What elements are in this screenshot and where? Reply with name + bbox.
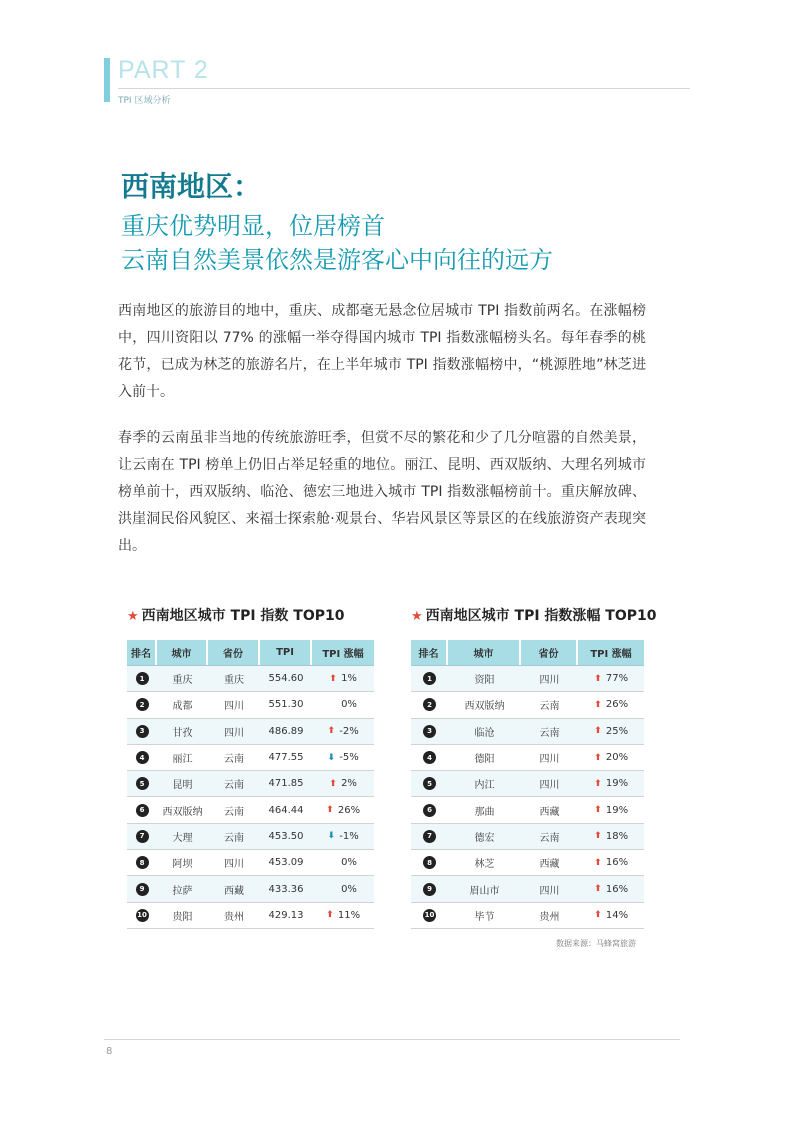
rank-badge: 7 — [423, 830, 436, 843]
table-row — [127, 745, 374, 771]
change-text: 2% — [341, 778, 357, 790]
change-value — [326, 910, 360, 921]
rank-badge: 3 — [136, 725, 149, 738]
change-cell — [312, 719, 374, 744]
table-row — [411, 824, 644, 850]
province-cell: 四川 — [224, 727, 244, 739]
table-row — [411, 719, 644, 745]
tpi-growth-table — [411, 640, 644, 929]
city-cell: 阿坝 — [172, 859, 193, 871]
arrow-up-icon: ⬆ — [594, 884, 602, 895]
change-value — [594, 673, 628, 684]
tpi-cell: 551.30 — [268, 699, 304, 711]
province-cell: 贵州 — [539, 911, 560, 923]
city-cell: 毕节 — [474, 911, 495, 923]
rank-cell — [411, 719, 448, 744]
rank-badge: 7 — [136, 830, 149, 843]
rank-cell — [127, 745, 157, 770]
change-text: 25% — [605, 725, 629, 737]
change-cell — [578, 903, 644, 928]
change-cell — [312, 771, 374, 796]
change-text: 19% — [605, 804, 629, 816]
rank-cell — [411, 771, 448, 796]
tpi-cell: 453.09 — [268, 857, 304, 869]
arrow-up-icon: ⬆ — [594, 805, 602, 816]
change-cell — [578, 876, 644, 901]
change-value — [326, 805, 360, 816]
rank-cell — [411, 745, 448, 770]
rank-badge: 1 — [136, 672, 149, 685]
change-value — [594, 726, 628, 737]
change-text: 11% — [337, 909, 361, 921]
province-cell: 重庆 — [224, 675, 244, 687]
province-cell: 云南 — [224, 754, 244, 766]
city-cell: 临沧 — [474, 727, 495, 739]
table-row — [411, 903, 644, 929]
no-change-icon — [329, 884, 337, 894]
col-tpi: TPI — [260, 640, 312, 665]
rank-cell — [411, 824, 448, 849]
rank-cell — [411, 876, 448, 901]
change-value — [594, 805, 628, 816]
part-subtitle: TPI 区域分析 — [118, 96, 171, 106]
rank-badge: 6 — [423, 804, 436, 817]
province-cell: 云南 — [224, 806, 244, 818]
change-value — [594, 699, 628, 710]
arrow-up-icon: ⬆ — [594, 699, 602, 710]
change-cell — [312, 876, 374, 901]
province-cell: 云南 — [224, 780, 244, 792]
rank-cell — [127, 719, 157, 744]
city-cell: 内江 — [474, 780, 495, 792]
rank-cell — [411, 692, 448, 717]
change-cell — [312, 824, 374, 849]
col-city: 城市 — [157, 640, 208, 665]
change-value — [594, 778, 628, 789]
rank-badge: 8 — [136, 856, 149, 869]
city-cell: 德宏 — [474, 832, 495, 844]
change-cell — [578, 771, 644, 796]
change-cell — [578, 850, 644, 875]
rank-cell — [411, 666, 448, 691]
change-value — [594, 857, 628, 868]
rank-badge: 3 — [423, 725, 436, 738]
change-text: 0% — [341, 883, 357, 895]
col-city: 城市 — [448, 640, 521, 665]
headline-title: 西南地区： — [121, 170, 262, 203]
rank-badge: 6 — [136, 804, 149, 817]
change-cell — [312, 797, 374, 822]
rank-cell — [127, 771, 157, 796]
city-cell: 成都 — [172, 701, 193, 713]
change-value — [594, 910, 628, 921]
change-cell — [578, 824, 644, 849]
rank-badge: 10 — [423, 909, 436, 922]
table-row — [411, 666, 644, 692]
no-change-icon — [329, 700, 337, 710]
table2-title — [411, 605, 657, 625]
rank-cell — [411, 850, 448, 875]
province-cell: 四川 — [539, 780, 560, 792]
col-change: TPI 涨幅 — [322, 649, 364, 660]
change-value — [329, 884, 357, 895]
col-rank: 排名 — [127, 640, 157, 665]
rank-badge: 4 — [136, 751, 149, 764]
part-title: PART 2 — [118, 56, 209, 84]
change-value — [327, 726, 358, 737]
col-change: TPI 涨幅 — [590, 649, 632, 660]
table-header — [411, 640, 644, 666]
change-text: -2% — [339, 725, 359, 737]
arrow-up-icon: ⬆ — [329, 673, 337, 684]
table-row — [411, 876, 644, 902]
rank-cell — [127, 903, 157, 928]
rank-badge: 9 — [136, 883, 149, 896]
city-cell: 眉山市 — [469, 885, 500, 897]
change-text: 16% — [605, 857, 629, 869]
table-row — [127, 692, 374, 718]
table-row — [127, 876, 374, 902]
rank-cell — [127, 692, 157, 717]
province-cell: 四川 — [539, 885, 560, 897]
change-text: 14% — [605, 909, 629, 921]
province-cell: 四川 — [539, 754, 560, 766]
change-cell — [578, 797, 644, 822]
headline-sub-1: 重庆优势明显，位居榜首 — [121, 212, 385, 240]
change-text: -5% — [339, 752, 359, 764]
page-number: 8 — [106, 1046, 113, 1057]
star-icon: ★ — [411, 609, 423, 624]
province-cell: 四川 — [224, 859, 244, 871]
table2-title-text: 西南地区城市 TPI 指数涨幅 TOP10 — [425, 608, 657, 624]
tpi-cell: 486.89 — [268, 725, 304, 737]
table-row — [127, 719, 374, 745]
change-text: 16% — [605, 883, 629, 895]
arrow-up-icon: ⬆ — [594, 673, 602, 684]
table-row — [411, 692, 644, 718]
table-row — [127, 903, 374, 929]
change-cell — [578, 692, 644, 717]
province-cell: 西藏 — [224, 885, 244, 897]
change-value — [327, 831, 358, 842]
arrow-up-icon: ⬆ — [594, 778, 602, 789]
table-row — [127, 850, 374, 876]
change-cell — [312, 850, 374, 875]
col-province: 省份 — [521, 640, 578, 665]
province-cell: 西藏 — [539, 859, 560, 871]
change-text: 18% — [605, 830, 629, 842]
rank-cell — [411, 797, 448, 822]
city-cell: 大理 — [172, 832, 193, 844]
no-change-icon — [329, 858, 337, 868]
change-value — [329, 673, 357, 684]
change-value — [594, 831, 628, 842]
province-cell: 四川 — [224, 701, 244, 713]
rank-cell — [127, 824, 157, 849]
change-cell — [312, 692, 374, 717]
table-row — [411, 771, 644, 797]
rank-cell — [127, 666, 157, 691]
table-row — [127, 666, 374, 692]
change-value — [594, 752, 628, 763]
change-value — [329, 857, 357, 868]
change-text: 0% — [341, 857, 357, 869]
city-cell: 资阳 — [474, 675, 495, 687]
rank-badge: 2 — [136, 698, 149, 711]
body-paragraph-2: 春季的云南虽非当地的传统旅游旺季，但赏不尽的繁花和少了几分喧嚣的自然美景，让云南在 TPI 榜单上仍旧占举足轻重的地位。丽江、昆明、西双版纳、大理名列城市榜单前十，西双版纳、临沧、德宏三地进入城市 TPI 指数涨幅榜前十。重庆解放碑、洪崖洞民俗风貌区、来福士探索舱·观景台、华岩风景区等景区的在线旅游资产表现突出。 — [118, 430, 646, 554]
province-cell: 贵州 — [224, 911, 244, 923]
rank-cell — [411, 903, 448, 928]
city-cell: 那曲 — [474, 806, 495, 818]
arrow-down-icon: ⬇ — [327, 831, 336, 842]
change-value — [594, 884, 628, 895]
rank-badge: 2 — [423, 698, 436, 711]
table-row — [411, 850, 644, 876]
col-rank: 排名 — [411, 640, 448, 665]
rank-cell — [127, 850, 157, 875]
arrow-up-icon: ⬆ — [594, 910, 602, 921]
city-cell: 昆明 — [172, 780, 193, 792]
change-text: 19% — [605, 778, 629, 790]
change-value — [329, 778, 357, 789]
table-row — [127, 824, 374, 850]
table-row — [411, 797, 644, 823]
arrow-down-icon: ⬇ — [327, 752, 336, 763]
footer-divider — [104, 1039, 680, 1040]
arrow-up-icon: ⬆ — [329, 778, 337, 789]
table1-title-text: 西南地区城市 TPI 指数 TOP10 — [141, 608, 345, 624]
change-text: 26% — [337, 804, 361, 816]
arrow-up-icon: ⬆ — [327, 726, 336, 737]
table-body — [127, 666, 374, 929]
province-cell: 云南 — [539, 701, 560, 713]
rank-badge: 8 — [423, 856, 436, 869]
change-cell — [578, 745, 644, 770]
city-cell: 拉萨 — [172, 885, 193, 897]
change-text: -1% — [339, 830, 359, 842]
table-body — [411, 666, 644, 929]
rank-badge: 9 — [423, 883, 436, 896]
rank-cell — [127, 876, 157, 901]
city-cell: 丽江 — [172, 754, 193, 766]
header-divider — [118, 88, 690, 89]
province-cell: 西藏 — [539, 806, 560, 818]
change-text: 77% — [605, 673, 629, 685]
body-paragraph-1: 西南地区的旅游目的地中，重庆、成都毫无悬念位居城市 TPI 指数前两名。在涨幅榜中，四川资阳以 77% 的涨幅一举夺得国内城市 TPI 指数涨幅榜头名。每年春季的桃花节，已成为林芝的旅游名片，在上半年城市 TPI 指数涨幅榜中，“桃源胜地”林芝进入前十。 — [118, 303, 646, 400]
change-text: 20% — [605, 752, 629, 764]
rank-badge: 5 — [136, 777, 149, 790]
tpi-cell: 433.36 — [268, 883, 304, 895]
tpi-index-table — [127, 640, 374, 929]
change-cell — [578, 666, 644, 691]
province-cell: 云南 — [224, 832, 244, 844]
data-source: 数据来源：马蜂窝旅游 — [556, 939, 636, 948]
change-text: 1% — [341, 673, 357, 685]
table-row — [127, 771, 374, 797]
arrow-up-icon: ⬆ — [594, 726, 602, 737]
table-row — [411, 745, 644, 771]
tpi-cell: 554.60 — [268, 673, 304, 685]
rank-badge: 1 — [423, 672, 436, 685]
change-text: 0% — [341, 699, 357, 711]
table-header — [127, 640, 374, 666]
arrow-up-icon: ⬆ — [326, 910, 334, 921]
rank-badge: 5 — [423, 777, 436, 790]
headline-sub-2: 云南自然美景依然是游客心中向往的远方 — [121, 246, 553, 274]
arrow-up-icon: ⬆ — [594, 752, 602, 763]
change-cell — [312, 666, 374, 691]
table1-title — [127, 605, 345, 625]
change-value — [329, 699, 357, 710]
tpi-cell: 471.85 — [268, 778, 304, 790]
arrow-up-icon: ⬆ — [326, 805, 334, 816]
change-text: 26% — [605, 699, 629, 711]
arrow-up-icon: ⬆ — [594, 831, 602, 842]
city-cell: 德阳 — [474, 754, 495, 766]
arrow-up-icon: ⬆ — [594, 857, 602, 868]
province-cell: 云南 — [539, 832, 560, 844]
change-value — [327, 752, 358, 763]
header-accent-bar — [104, 58, 110, 102]
tpi-cell: 453.50 — [268, 830, 304, 842]
city-cell: 林芝 — [474, 859, 495, 871]
city-cell: 重庆 — [172, 675, 193, 687]
rank-badge: 10 — [136, 909, 149, 922]
province-cell: 四川 — [539, 675, 560, 687]
tpi-cell: 477.55 — [268, 752, 304, 764]
city-cell: 西双版纳 — [162, 806, 203, 818]
table-row — [127, 797, 374, 823]
col-province: 省份 — [208, 640, 260, 665]
change-cell — [312, 903, 374, 928]
star-icon: ★ — [127, 609, 139, 624]
change-cell — [312, 745, 374, 770]
rank-badge: 4 — [423, 751, 436, 764]
city-cell: 甘孜 — [172, 727, 193, 739]
province-cell: 云南 — [539, 727, 560, 739]
city-cell: 西双版纳 — [464, 701, 505, 713]
rank-cell — [127, 797, 157, 822]
tpi-cell: 464.44 — [268, 804, 304, 816]
city-cell: 贵阳 — [172, 911, 193, 923]
change-cell — [578, 719, 644, 744]
tpi-cell: 429.13 — [268, 909, 304, 921]
